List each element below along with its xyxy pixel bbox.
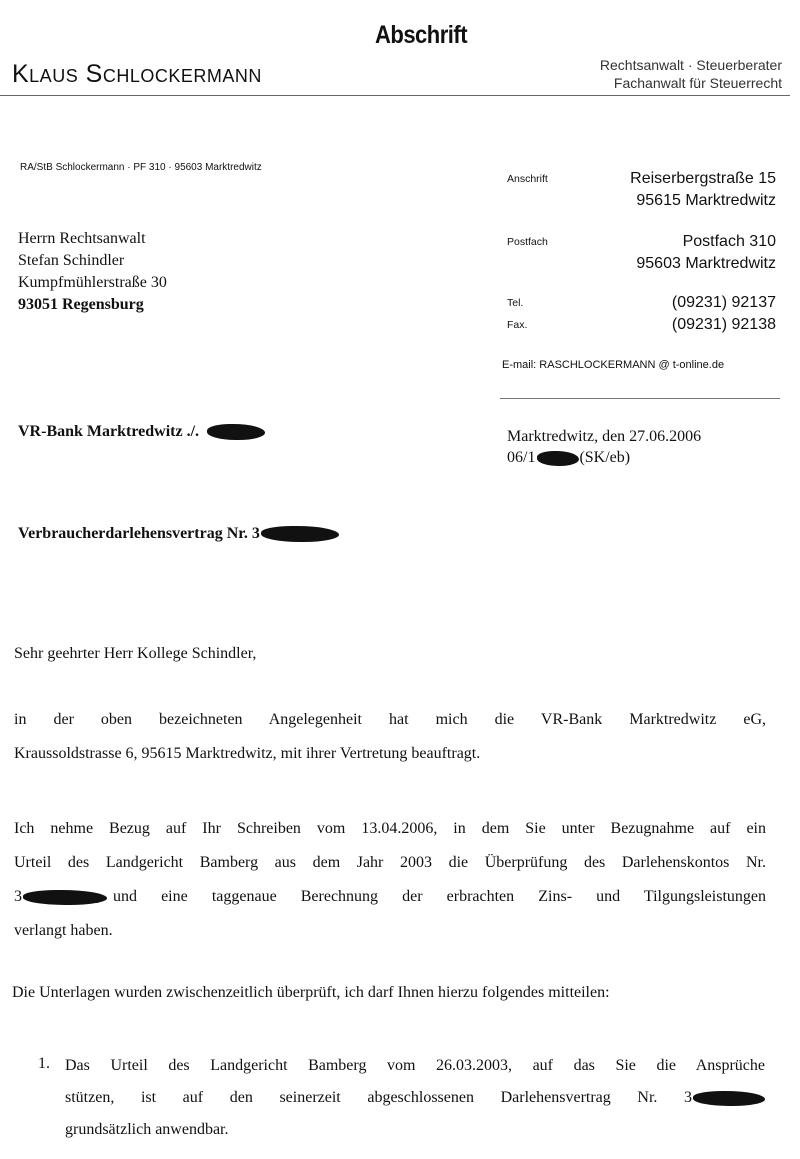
email-address: RASCHLOCKERMANN @ t-online.de: [539, 359, 725, 371]
fax-label: Fax.: [507, 319, 528, 331]
firm-tagline-2: Fachanwalt für Steuerrecht: [613, 75, 782, 91]
tel-label: Tel.: [507, 297, 524, 309]
recipient-line-2: Stefan Schindler: [18, 252, 125, 269]
firm-name: Klaus Schlockermann: [12, 60, 262, 88]
anschrift-city: 95615 Marktredwitz: [636, 192, 776, 209]
subject-case: [18, 423, 265, 441]
paragraph-findings-intro: Die Unterlagen wurden zwischenzeitlich überprüft, ich darf Ihnen hierzu folgendes mitteilen:: [12, 984, 610, 1001]
recipient-line-3: Kumpfmühlerstraße 30: [18, 274, 167, 291]
tel-number: (09231) 92137: [671, 294, 776, 311]
paragraph-line-text: und eine taggenaue Berechnung der erbrachten Zins- und Tilgungsleistungen: [113, 888, 766, 905]
redaction-mark: [207, 424, 265, 440]
paragraph-mandate: [14, 703, 766, 771]
file-reference: [507, 447, 701, 468]
list-item-number: 1.: [38, 1055, 50, 1072]
redaction-mark: [693, 1091, 765, 1106]
sender-return-address: RA/StB Schlockermann · PF 310 · 95603 Marktredwitz: [20, 162, 262, 173]
letter-date: Marktredwitz, den 27.06.2006: [507, 428, 702, 445]
contact-divider: [500, 398, 780, 399]
recipient-line-1: Herrn Rechtsanwalt: [18, 230, 146, 247]
recipient-line-4: 93051 Regensburg: [18, 296, 144, 313]
redaction-mark: [537, 451, 579, 466]
list-item: [65, 1050, 765, 1146]
account-prefix: 3: [14, 888, 22, 905]
paragraph-line: in der oben bezeichneten Angelegenheit hat mich die VR-Bank Marktredwitz eG,: [14, 711, 766, 728]
paragraph-line: Kraussoldstrasse 6, 95615 Marktredwitz, mit ihrer Vertretung beauftragt.: [14, 745, 481, 762]
recipient-address: [18, 228, 167, 316]
email-line: [502, 359, 724, 371]
email-label: E-mail:: [502, 359, 537, 371]
anschrift-street: Reiserbergstraße 15: [630, 170, 776, 187]
header-divider: [0, 95, 790, 96]
postfach-label: Postfach: [507, 236, 548, 248]
redaction-mark: [23, 890, 107, 905]
file-reference-prefix: 06/1: [507, 449, 536, 466]
paragraph-reference: [14, 812, 766, 948]
firm-tagline-1: Rechtsanwalt · Steuerberater: [599, 57, 782, 73]
file-reference-suffix: (SK/eb): [579, 449, 631, 466]
list-item-line: Das Urteil des Landgericht Bamberg vom 26.03.2003, auf das Sie die Ansprüche: [65, 1057, 765, 1074]
salutation: Sehr geehrter Herr Kollege Schindler,: [14, 645, 257, 662]
date-reference-block: [507, 426, 701, 468]
list-item-line: grundsätzlich anwendbar.: [65, 1121, 229, 1138]
postfach-city: 95603 Marktredwitz: [636, 255, 776, 272]
subject-case-text: VR-Bank Marktredwitz ./.: [18, 423, 200, 440]
anschrift-label: Anschrift: [507, 173, 548, 185]
copy-mark: Abschrift: [375, 20, 468, 49]
fax-number: (09231) 92138: [671, 316, 776, 333]
paragraph-line: Ich nehme Bezug auf Ihr Schreiben vom 13.04.2006, in dem Sie unter Bezugnahme auf ein: [14, 820, 766, 837]
list-item-line-with-redaction: [65, 1082, 765, 1114]
subject-contract: [18, 525, 339, 543]
redaction-mark: [261, 526, 339, 542]
paragraph-line: verlangt haben.: [14, 922, 113, 939]
paragraph-line: Urteil des Landgericht Bamberg aus dem Jahr 2003 die Überprüfung des Darlehenskontos Nr.: [14, 854, 766, 871]
subject-contract-text: Verbraucherdarlehensvertrag Nr. 3: [18, 525, 260, 542]
list-item-line-text: stützen, ist auf den seinerzeit abgeschlossenen Darlehensvertrag Nr. 3: [65, 1089, 692, 1106]
postfach-box: Postfach 310: [682, 233, 776, 250]
paragraph-line-with-redaction: [14, 880, 766, 914]
